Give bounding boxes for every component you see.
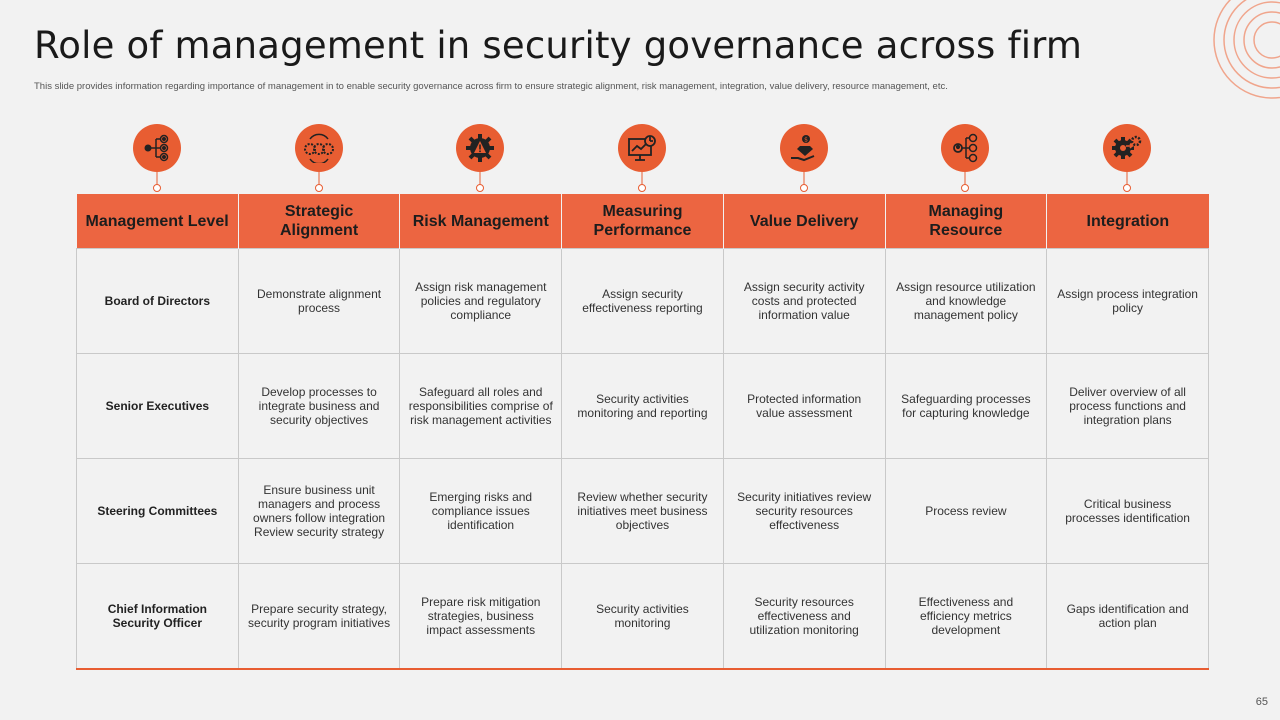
table-cell: Assign resource utilization and knowledge management policy — [885, 249, 1047, 354]
icon-connector-dot — [315, 184, 323, 192]
row-level-label: Chief Information Security Officer — [77, 564, 239, 670]
table-cell: Protected information value assessment — [723, 354, 885, 459]
table-cell: Security initiatives review security resources effectiveness — [723, 459, 885, 564]
concentric-circles-decoration — [1200, 0, 1280, 120]
table-cell: Demonstrate alignment process — [238, 249, 400, 354]
icon-connector-dot — [476, 184, 484, 192]
integration-gear-icon — [1103, 124, 1151, 172]
table-cell: Deliver overview of all process functions and integration plans — [1047, 354, 1209, 459]
value-delivery-icon — [780, 124, 828, 172]
header-measuring-performance: Measuring Performance — [562, 194, 724, 249]
table-cell: Gaps identification and action plan — [1047, 564, 1209, 670]
table-cell: Assign security effectiveness reporting — [562, 249, 724, 354]
table-cell: Safeguarding processes for capturing knowledge — [885, 354, 1047, 459]
icon-cell — [723, 124, 885, 192]
table-cell: Security resources effectiveness and utilization monitoring — [723, 564, 885, 670]
table-row — [77, 459, 1209, 564]
icon-cell — [399, 124, 561, 192]
icon-cell — [561, 124, 723, 192]
table-cell: Develop processes to integrate business and security objectives — [238, 354, 400, 459]
table-cell: Process review — [885, 459, 1047, 564]
table-cell: Assign process integration policy — [1047, 249, 1209, 354]
page-number: 65 — [1255, 696, 1268, 708]
icon-connector-dot — [153, 184, 161, 192]
header-management-level: Management Level — [77, 194, 239, 249]
performance-chart-icon — [618, 124, 666, 172]
row-level-label: Senior Executives — [77, 354, 239, 459]
governance-table — [76, 194, 1209, 670]
icon-connector-dot — [800, 184, 808, 192]
header-strategic-alignment: Strategic Alignment — [238, 194, 400, 249]
table-cell: Effectiveness and efficiency metrics development — [885, 564, 1047, 670]
table-cell: Safeguard all roles and responsibilities comprise of risk management activities — [400, 354, 562, 459]
risk-gear-icon — [456, 124, 504, 172]
slide-subtitle: This slide provides information regarding importance of management in to enable security governance across firm to ensure strategic alignment, risk management, integration, value delivery, resource management, etc. — [34, 81, 948, 92]
svg-text:$: $ — [803, 136, 808, 144]
icon-connector-dot — [638, 184, 646, 192]
table-cell: Assign risk management policies and regulatory compliance — [400, 249, 562, 354]
icon-cell — [238, 124, 400, 192]
hierarchy-icon — [133, 124, 181, 172]
icon-connector-dot — [961, 184, 969, 192]
table-cell: Review whether security initiatives meet business objectives — [562, 459, 724, 564]
table-header-row — [77, 194, 1209, 249]
icon-cell — [1046, 124, 1208, 192]
icon-row — [76, 124, 1208, 192]
table-cell: Critical business processes identification — [1047, 459, 1209, 564]
icon-cell — [885, 124, 1047, 192]
table-row — [77, 354, 1209, 459]
slide-title: Role of management in security governance across firm — [34, 24, 1083, 67]
table-cell: Ensure business unit managers and process owners follow integration Review security strategy — [238, 459, 400, 564]
row-level-label: Steering Committees — [77, 459, 239, 564]
table-cell: Emerging risks and compliance issues identification — [400, 459, 562, 564]
table-cell: Security activities monitoring and reporting — [562, 354, 724, 459]
icon-cell — [76, 124, 238, 192]
table-cell: Assign security activity costs and protected information value — [723, 249, 885, 354]
header-integration: Integration — [1047, 194, 1209, 249]
header-managing-resource: Managing Resource — [885, 194, 1047, 249]
table-row — [77, 564, 1209, 670]
header-value-delivery: Value Delivery — [723, 194, 885, 249]
table-cell: Prepare security strategy, security program initiatives — [238, 564, 400, 670]
icon-connector-dot — [1123, 184, 1131, 192]
gears-icon — [295, 124, 343, 172]
resource-icon — [941, 124, 989, 172]
table-cell: Security activities monitoring — [562, 564, 724, 670]
row-level-label: Board of Directors — [77, 249, 239, 354]
header-risk-management: Risk Management — [400, 194, 562, 249]
table-cell: Prepare risk mitigation strategies, business impact assessments — [400, 564, 562, 670]
table-row — [77, 249, 1209, 354]
